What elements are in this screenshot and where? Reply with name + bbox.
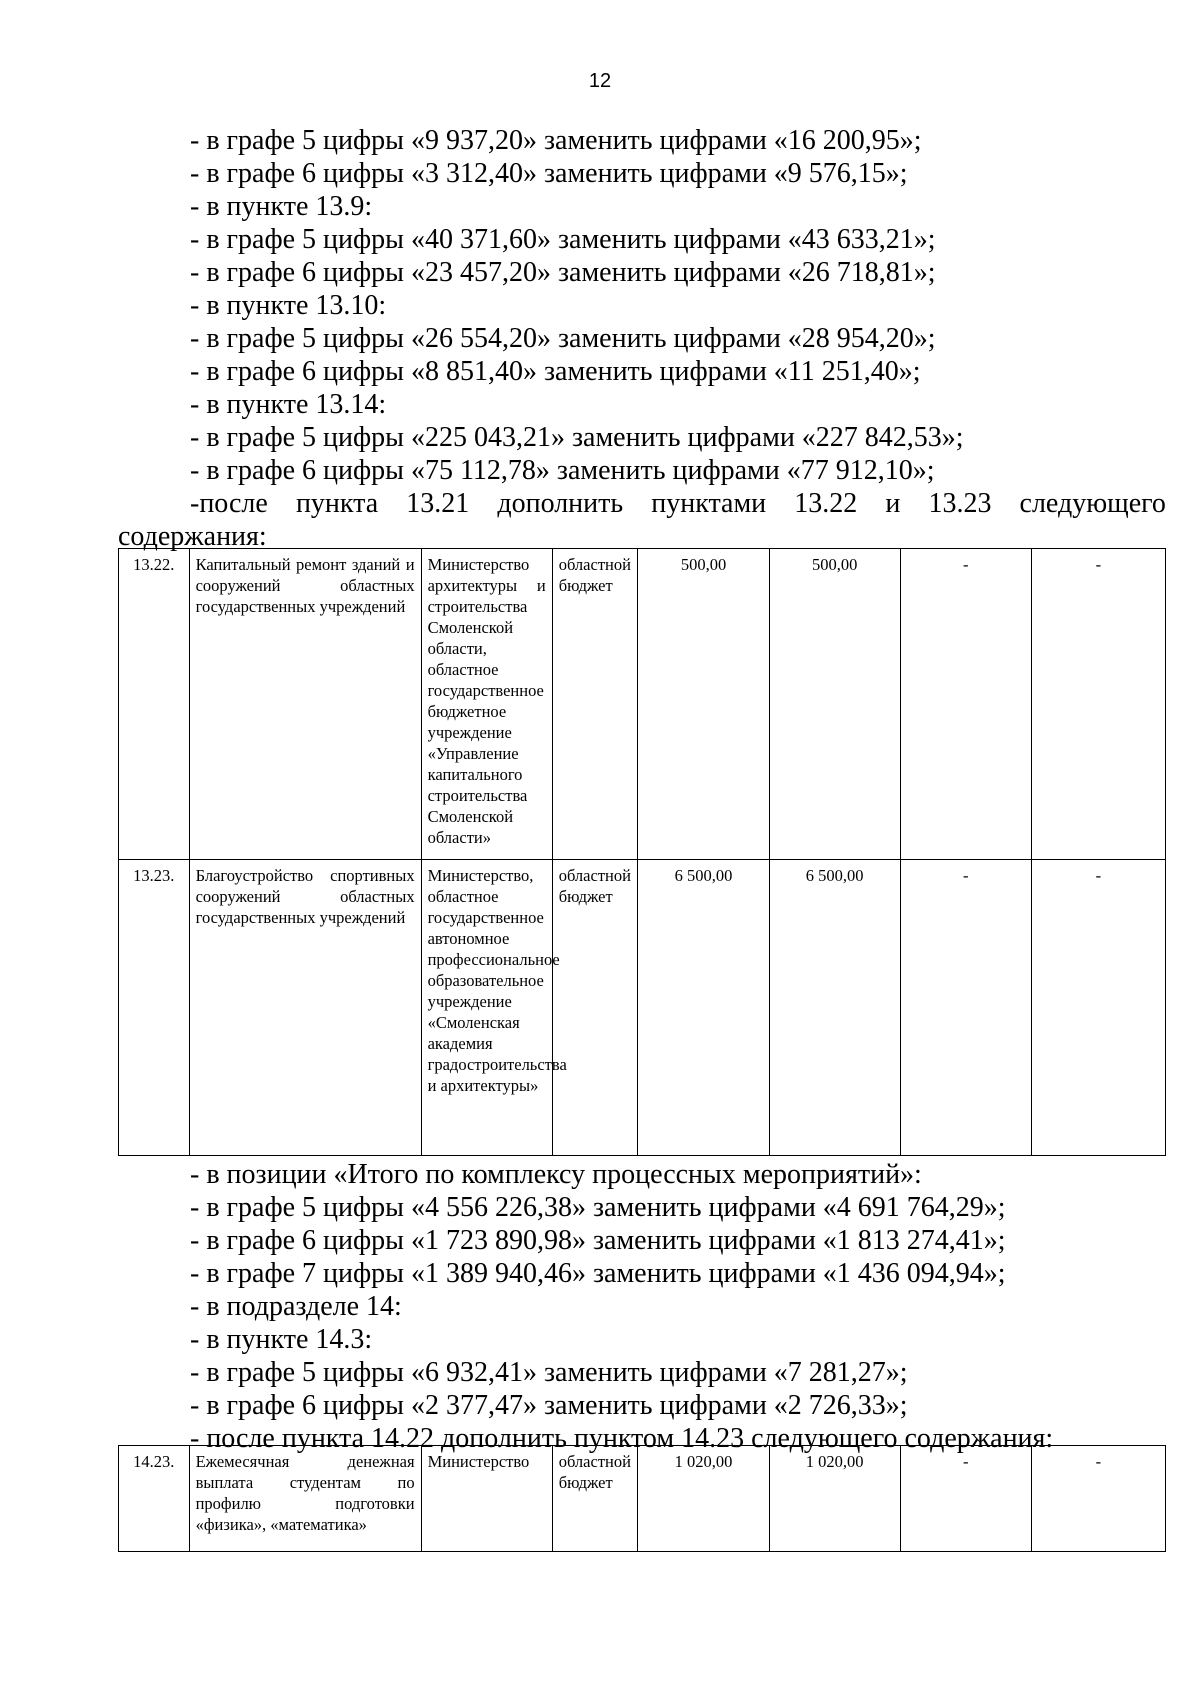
amendment-line: - в пункте 13.9:: [190, 191, 373, 222]
item-name: Капитальный ремонт зданий и сооружений областных государственных учреждений: [189, 549, 421, 860]
amendment-continuation: содержания:: [118, 521, 267, 552]
amendment-line: - в графе 5 цифры «26 554,20» заменить цифрами «28 954,20»;: [190, 323, 936, 354]
item-col6: 1 020,00: [769, 1446, 900, 1552]
item-executor: Министерство: [421, 1446, 552, 1552]
item-col8: -: [1031, 1446, 1165, 1552]
item-source: областной бюджет: [552, 1446, 638, 1552]
word: -после: [190, 488, 268, 519]
amendment-line: - в пункте 13.14:: [190, 389, 387, 420]
amendment-line: - в графе 5 цифры «225 043,21» заменить цифрами «227 842,53»;: [190, 422, 964, 453]
item-executor: Министерство архитектуры и строительства Смоленской области, областное государственное бюджетное учреждение «Управление капитального строительства Смоленской области»: [421, 549, 552, 860]
word: следующего: [1019, 488, 1166, 519]
item-name: Благоустройство спортивных сооружений областных государственных учреждений: [189, 860, 421, 1156]
word: пунктами: [651, 488, 767, 519]
amendment-line: - в пункте 14.3:: [190, 1324, 373, 1355]
amendment-line: - после пункта 14.22 дополнить пунктом 14.23 следующего содержания:: [190, 1423, 1054, 1454]
item-col6: 6 500,00: [769, 860, 900, 1156]
item-number: 13.22.: [119, 549, 190, 860]
item-executor: Министерство, областное государственное автономное профессиональное образовательное учреждение «Смоленская академия градостроительства и архитектуры»: [421, 860, 552, 1156]
page-number: 12: [588, 70, 612, 92]
amendment-line: - в графе 6 цифры «8 851,40» заменить цифрами «11 251,40»;: [190, 356, 921, 387]
word: 13.23: [928, 488, 992, 519]
table-row: [119, 1446, 1166, 1552]
amendment-line: - в позиции «Итого по комплексу процессных мероприятий»:: [190, 1159, 922, 1190]
item-col7: -: [900, 1446, 1031, 1552]
item-source: областной бюджет: [552, 549, 638, 860]
amendments-block-2: [190, 1158, 1170, 1455]
item-source: областной бюджет: [552, 860, 638, 1156]
measures-table-14: [118, 1445, 1166, 1552]
amendments-block-1: [190, 124, 1170, 487]
item-col6: 500,00: [769, 549, 900, 860]
item-col5: 6 500,00: [638, 860, 769, 1156]
item-number: 13.23.: [119, 860, 190, 1156]
word: дополнить: [497, 488, 624, 519]
amendment-line: - в пункте 13.10:: [190, 290, 387, 321]
amendment-justified-line: [190, 487, 1166, 520]
amendment-line: - в графе 6 цифры «2 377,47» заменить цифрами «2 726,33»;: [190, 1390, 908, 1421]
measures-table-13: [118, 548, 1166, 1156]
amendment-line: - в графе 6 цифры «23 457,20» заменить цифрами «26 718,81»;: [190, 257, 936, 288]
amendment-line: - в графе 5 цифры «6 932,41» заменить цифрами «7 281,27»;: [190, 1357, 908, 1388]
item-number: 14.23.: [119, 1446, 190, 1552]
amendment-line: - в подразделе 14:: [190, 1291, 402, 1322]
amendment-line: - в графе 6 цифры «1 723 890,98» заменить цифрами «1 813 274,41»;: [190, 1225, 1006, 1256]
word: и: [885, 488, 901, 519]
table-row: [119, 549, 1166, 860]
word: 13.21: [406, 488, 470, 519]
amendment-line: - в графе 5 цифры «9 937,20» заменить цифрами «16 200,95»;: [190, 125, 922, 156]
amendment-line: - в графе 6 цифры «3 312,40» заменить цифрами «9 576,15»;: [190, 158, 908, 189]
amendment-line: - в графе 6 цифры «75 112,78» заменить цифрами «77 912,10»;: [190, 455, 935, 486]
table-row: [119, 860, 1166, 1156]
item-col7: -: [900, 860, 1031, 1156]
item-col5: 1 020,00: [638, 1446, 769, 1552]
amendment-line: - в графе 7 цифры «1 389 940,46» заменить цифрами «1 436 094,94»;: [190, 1258, 1006, 1289]
word: пункта: [295, 488, 379, 519]
item-col5: 500,00: [638, 549, 769, 860]
amendment-line: - в графе 5 цифры «40 371,60» заменить цифрами «43 633,21»;: [190, 224, 936, 255]
item-col7: -: [900, 549, 1031, 860]
item-col8: -: [1031, 549, 1165, 860]
amendment-line: - в графе 5 цифры «4 556 226,38» заменить цифрами «4 691 764,29»;: [190, 1192, 1006, 1223]
item-name: Ежемесячная денежная выплата студентам по профилю подготовки «физика», «математика»: [189, 1446, 421, 1552]
item-col8: -: [1031, 860, 1165, 1156]
word: 13.22: [794, 488, 858, 519]
